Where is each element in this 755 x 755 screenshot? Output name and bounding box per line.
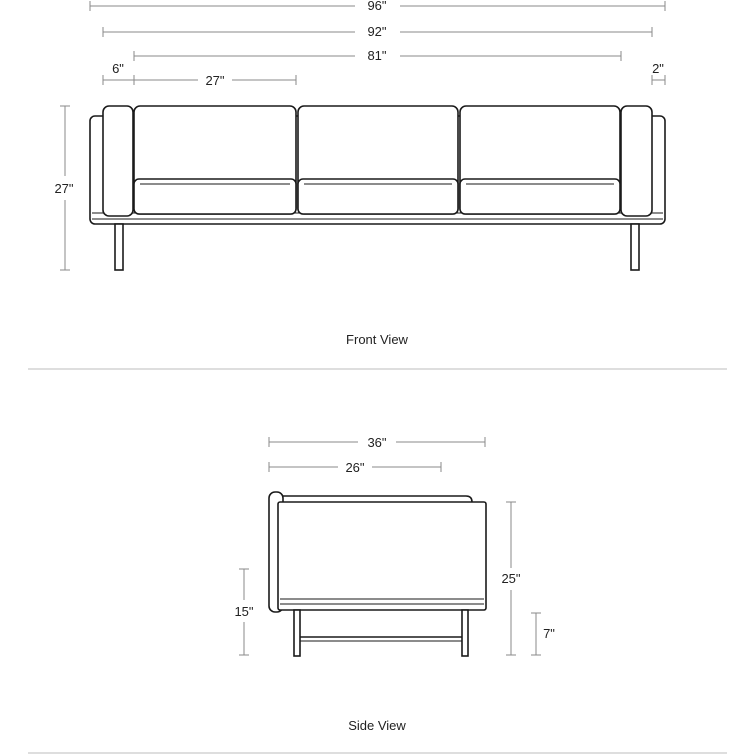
dim-label-seat-height: 15" — [234, 604, 254, 619]
side-view-caption: Side View — [348, 718, 406, 733]
dim-label-back-height: 25" — [501, 571, 521, 586]
front-view-sofa — [90, 106, 665, 270]
dim-label-cushion-width: 27" — [205, 73, 225, 88]
front-view-caption: Front View — [346, 332, 408, 347]
dim-label-arm-to-arm: 92" — [367, 24, 387, 39]
dim-label-arm-width: 6" — [112, 61, 124, 76]
dim-label-arm-offset: 2" — [652, 61, 664, 76]
dim-label-inside-width: 81" — [367, 48, 387, 63]
dim-label-height: 27" — [54, 181, 74, 196]
dim-label-leg-height: 7" — [543, 626, 555, 641]
dim-label-seat-depth: 26" — [345, 460, 365, 475]
side-view-sofa — [269, 492, 486, 656]
dim-label-depth: 36" — [367, 435, 387, 450]
dim-label-overall-width: 96" — [367, 0, 387, 13]
